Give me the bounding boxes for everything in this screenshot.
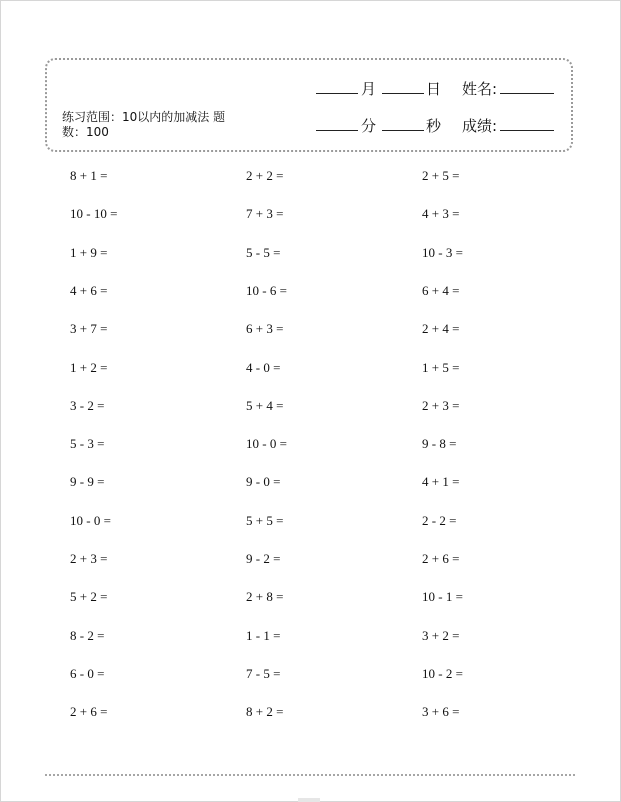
second-label: 秒 bbox=[426, 117, 442, 135]
problem-item: 10 - 2 = bbox=[422, 665, 463, 681]
problem-item: 2 + 6 = bbox=[422, 551, 460, 566]
problem-item: 9 - 8 = bbox=[422, 436, 457, 452]
problem-item: 5 - 5 = bbox=[246, 244, 281, 260]
problem-item: 10 - 6 = bbox=[246, 282, 287, 298]
problem-item: 3 + 2 = bbox=[422, 627, 460, 643]
problem-item: 2 + 2 = bbox=[246, 168, 284, 183]
day-blank[interactable] bbox=[382, 93, 424, 94]
problem-item: 4 + 6 = bbox=[70, 282, 108, 298]
problem-item: 6 + 4 = bbox=[422, 282, 460, 298]
problem-item: 3 + 7 = bbox=[70, 321, 108, 337]
problem-item: 8 - 2 = bbox=[70, 627, 105, 643]
problem-item: 5 + 4 = bbox=[246, 397, 284, 413]
problem-item: 2 + 5 = bbox=[422, 168, 460, 183]
problem-item: 1 + 5 = bbox=[422, 359, 460, 375]
problem-item: 9 - 0 = bbox=[246, 474, 281, 490]
score-blank[interactable] bbox=[500, 130, 554, 131]
question-count: 题数：100 bbox=[62, 110, 226, 139]
month-label: 月 bbox=[361, 80, 377, 98]
score-label: 成绩: bbox=[462, 117, 498, 135]
problem-item: 10 - 0 = bbox=[70, 512, 111, 528]
practice-range: 练习范围：10以内的加减法 bbox=[62, 110, 210, 124]
problem-item: 5 + 2 = bbox=[70, 589, 108, 605]
problem-item: 2 + 3 = bbox=[70, 551, 108, 566]
problem-item: 2 + 4 = bbox=[422, 321, 460, 337]
problem-item: 10 - 3 = bbox=[422, 244, 463, 260]
problem-item: 2 + 8 = bbox=[246, 589, 284, 605]
page-tab bbox=[298, 798, 320, 802]
problem-item: 1 - 1 = bbox=[246, 627, 281, 643]
problem-item: 5 + 5 = bbox=[246, 512, 284, 528]
problem-item: 3 + 6 = bbox=[422, 704, 460, 720]
footer-divider bbox=[45, 774, 575, 776]
problem-item: 3 - 2 = bbox=[70, 397, 105, 413]
problem-item: 8 + 1 = bbox=[70, 168, 108, 183]
problem-item: 10 - 10 = bbox=[70, 206, 118, 222]
minute-label: 分 bbox=[361, 117, 377, 135]
problem-item: 1 + 9 = bbox=[70, 244, 108, 260]
problem-item: 2 - 2 = bbox=[422, 512, 457, 528]
problem-item: 4 + 1 = bbox=[422, 474, 460, 490]
problem-item: 8 + 2 = bbox=[246, 704, 284, 720]
problem-item: 2 + 6 = bbox=[70, 704, 108, 720]
month-blank[interactable] bbox=[316, 93, 358, 94]
second-blank[interactable] bbox=[382, 130, 424, 131]
practice-info bbox=[62, 110, 247, 140]
problem-item: 9 - 2 = bbox=[246, 551, 281, 566]
problem-item: 4 + 3 = bbox=[422, 206, 460, 222]
problem-item: 4 - 0 = bbox=[246, 359, 281, 375]
minute-blank[interactable] bbox=[316, 130, 358, 131]
name-label: 姓名: bbox=[462, 80, 498, 98]
problem-item: 1 + 2 = bbox=[70, 359, 108, 375]
problem-item: 7 - 5 = bbox=[246, 665, 281, 681]
problem-item: 10 - 0 = bbox=[246, 436, 287, 452]
name-blank[interactable] bbox=[500, 93, 554, 94]
day-label: 日 bbox=[426, 80, 442, 98]
problem-item: 5 - 3 = bbox=[70, 436, 105, 452]
problem-item: 6 + 3 = bbox=[246, 321, 284, 337]
problem-item: 10 - 1 = bbox=[422, 589, 463, 605]
problem-item: 6 - 0 = bbox=[70, 665, 105, 681]
problem-item: 2 + 3 = bbox=[422, 397, 460, 413]
problem-item: 9 - 9 = bbox=[70, 474, 105, 490]
problem-item: 7 + 3 = bbox=[246, 206, 284, 222]
